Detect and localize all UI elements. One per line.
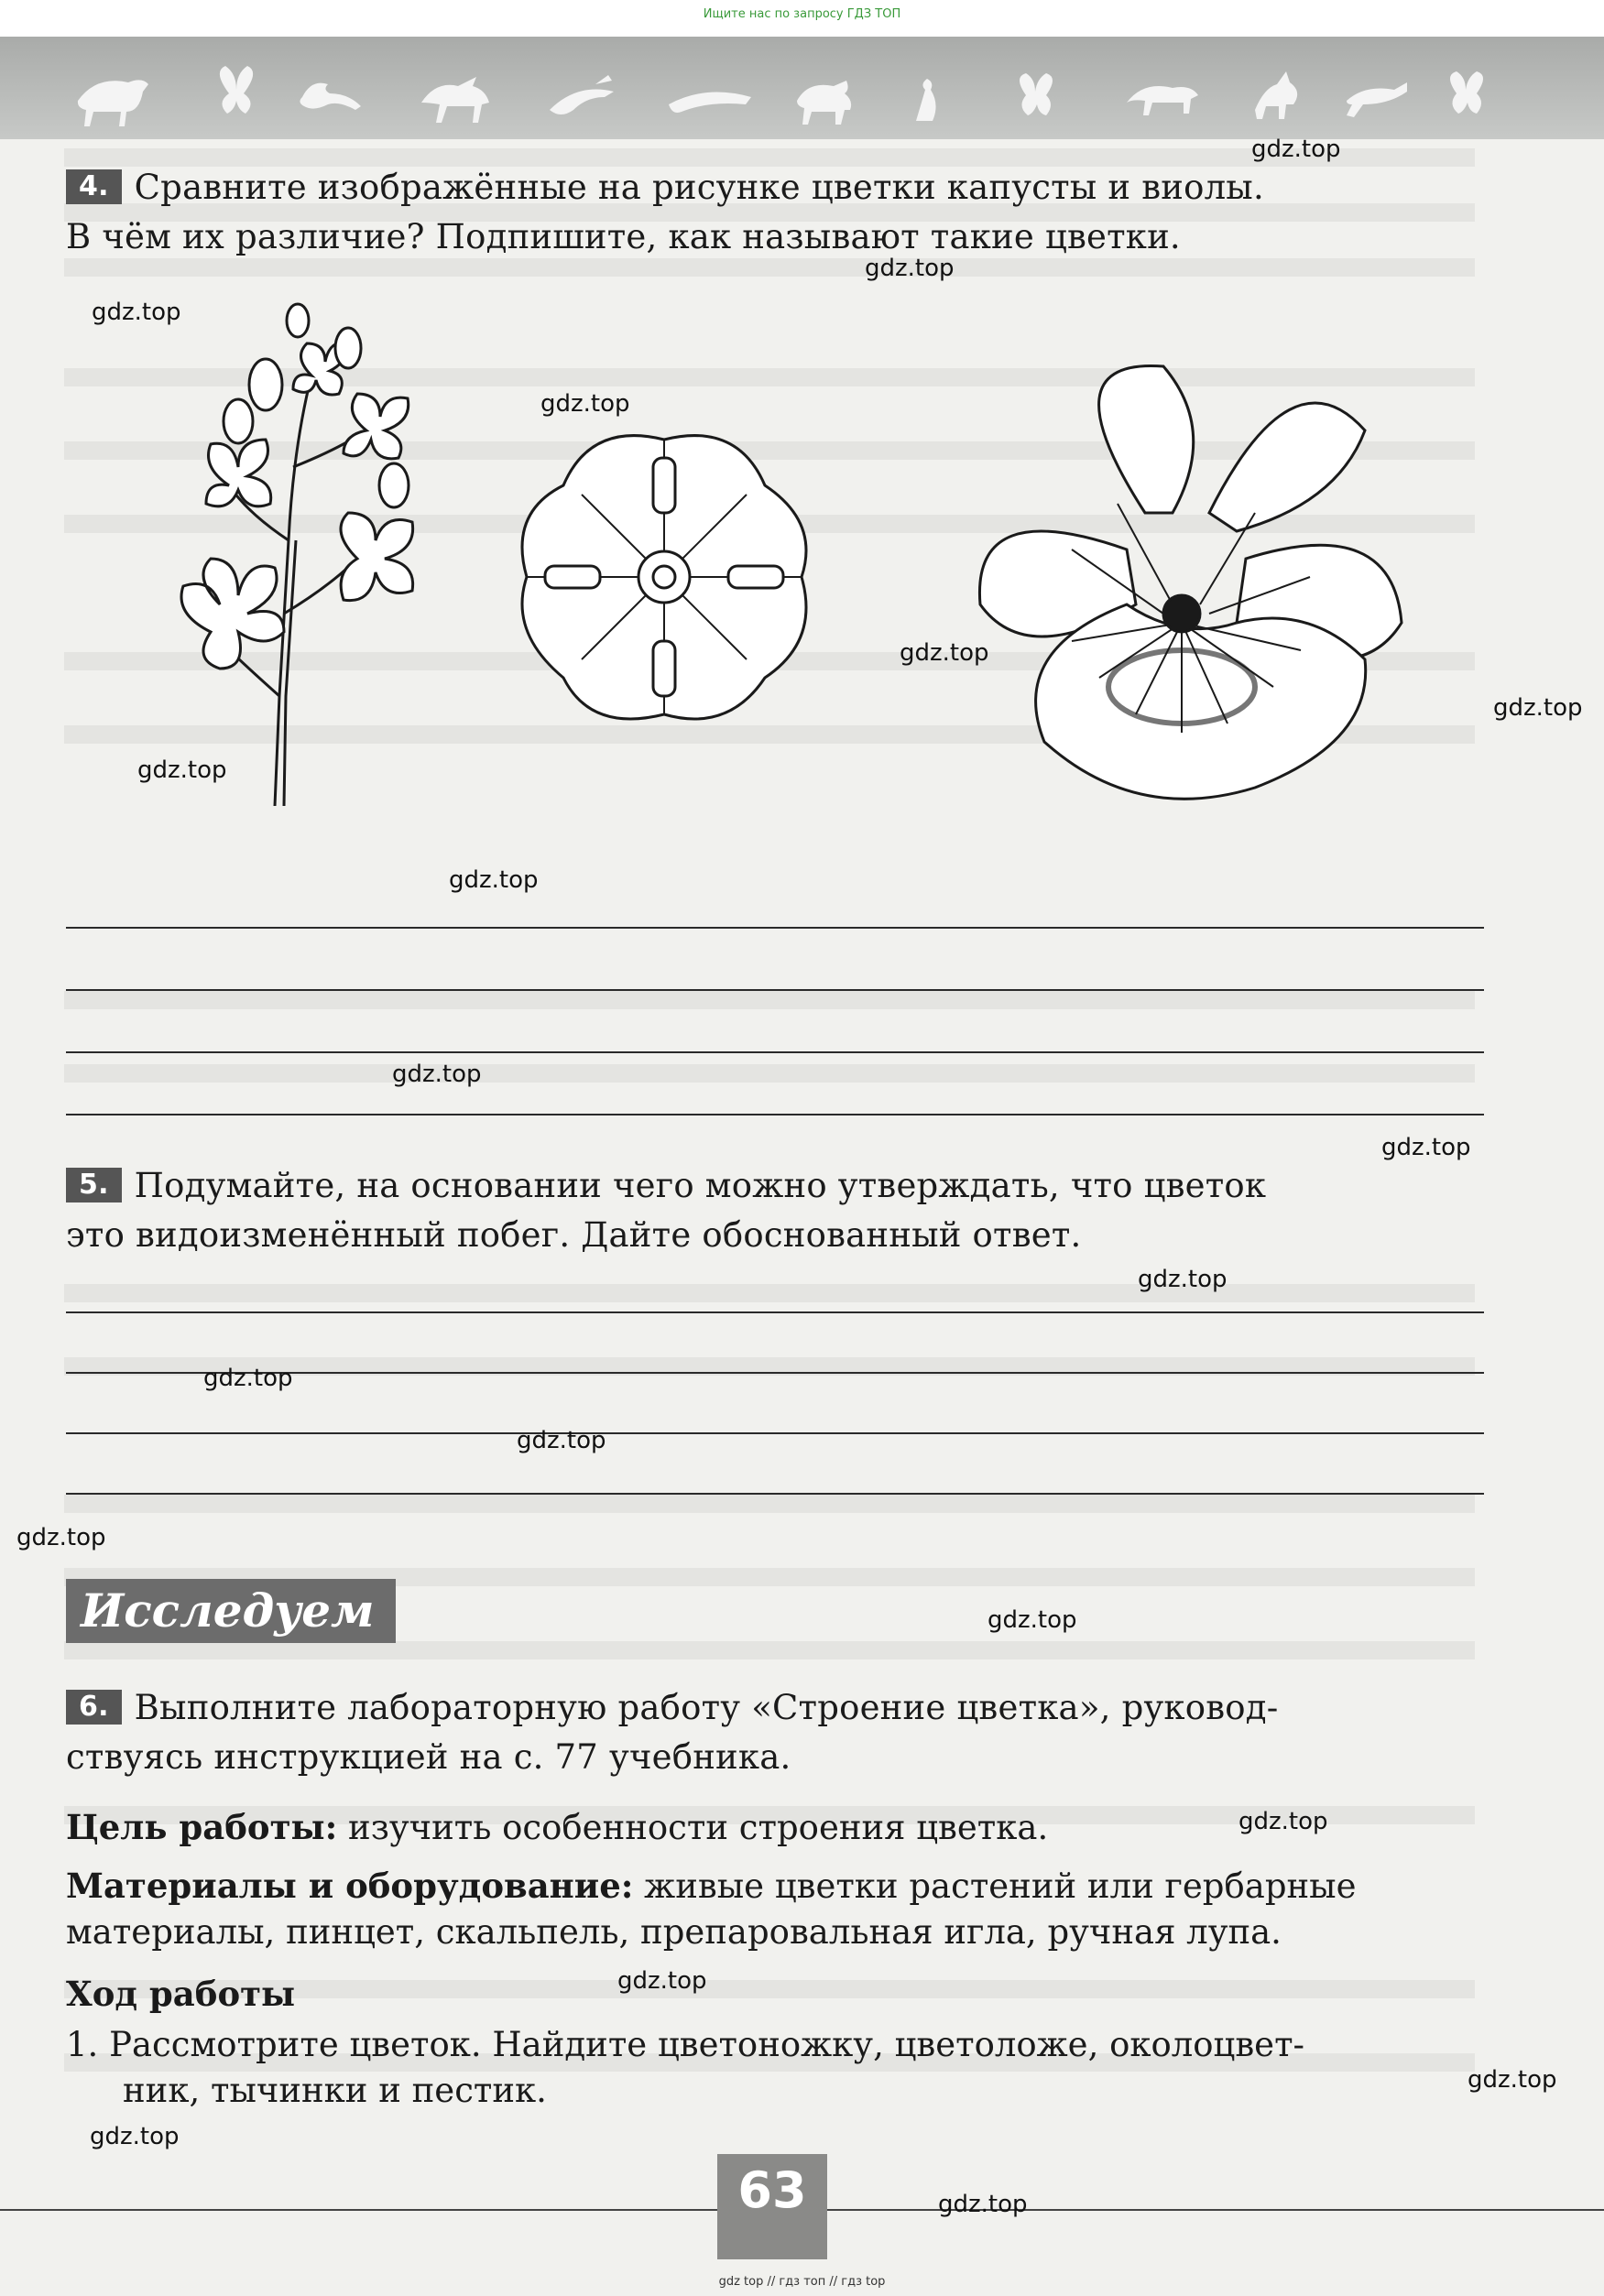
answer-line[interactable]: [66, 1493, 1484, 1495]
watermark: gdz.top: [92, 299, 181, 326]
task4-badge: 4.: [66, 169, 122, 204]
materials-label: Материалы и оборудование:: [66, 1866, 634, 1906]
goal-text: изучить особенности строения цветка.: [337, 1808, 1049, 1847]
watermark: gdz.top: [1381, 1134, 1471, 1161]
task6-badge: 6.: [66, 1690, 122, 1725]
answer-line[interactable]: [66, 1051, 1484, 1053]
procedure-title: Ход работы: [66, 1974, 296, 2014]
task4-line2: В чём их различие? Подпишите, как называют такие цветки.: [66, 217, 1181, 256]
banner-text: Ищите нас по запросу ГДЗ ТОП: [703, 7, 901, 21]
answer-line[interactable]: [66, 927, 1484, 929]
watermark: gdz.top: [517, 1427, 606, 1454]
task6-text: [66, 1683, 1495, 1782]
step1-line2: ник, тычинки и пестик.: [123, 2071, 547, 2110]
cabbage-single-flower-icon: [522, 436, 806, 719]
watermark: gdz.top: [203, 1365, 293, 1392]
task5-text: [66, 1161, 1495, 1260]
step1: [66, 2022, 1495, 2114]
step1-line1: Рассмотрите цветок. Найдите цветоножку, цветоложе, околоцвет-: [109, 2025, 1305, 2064]
cabbage-flower-icon: [181, 304, 413, 806]
answer-line[interactable]: [66, 989, 1484, 991]
watermark: gdz.top: [1238, 1808, 1328, 1835]
watermark: gdz.top: [1493, 694, 1583, 722]
task5-line2: это видоизменённый побег. Дайте обоснованный ответ.: [66, 1215, 1082, 1255]
answer-line[interactable]: [66, 1311, 1484, 1313]
materials-paragraph: [66, 1863, 1495, 1955]
goal-label: Цель работы:: [66, 1807, 338, 1847]
viola-flower-icon: [979, 365, 1402, 799]
page-number: 63: [737, 2161, 807, 2219]
task6-line2: ствуясь инструкцией на с. 77 учебника.: [66, 1737, 791, 1777]
watermark: gdz.top: [900, 639, 989, 667]
watermark: gdz.top: [987, 1606, 1077, 1634]
animal-silhouettes-icon: [0, 37, 1604, 139]
footer-credit: gdz top // гдз топ // гдз top: [718, 2275, 886, 2289]
watermark: gdz.top: [1468, 2066, 1557, 2094]
watermark: gdz.top: [938, 2191, 1028, 2218]
section-title: Исследуем: [81, 1583, 375, 1638]
top-banner: [0, 0, 1604, 37]
task5-line1: Подумайте, на основании чего можно утверждать, что цветок: [134, 1166, 1267, 1205]
materials-text1: живые цветки растений или гербарные: [633, 1866, 1357, 1906]
task6-line1: Выполните лабораторную работу «Строение цветка», руковод-: [134, 1688, 1279, 1727]
watermark: gdz.top: [865, 255, 955, 282]
materials-text2: материалы, пинцет, скальпель, препаровальная игла, ручная лупа.: [66, 1912, 1282, 1952]
answer-line[interactable]: [66, 1114, 1484, 1115]
watermark: gdz.top: [392, 1061, 482, 1088]
watermark: gdz.top: [449, 866, 539, 894]
task4-line1: Сравните изображённые на рисунке цветки капусты и виолы.: [134, 168, 1264, 207]
step1-number: 1.: [66, 2025, 99, 2064]
task5-badge: 5.: [66, 1168, 122, 1202]
animal-strip: [0, 37, 1604, 139]
watermark: gdz.top: [1251, 136, 1341, 163]
watermark: gdz.top: [90, 2123, 180, 2150]
watermark: gdz.top: [540, 390, 630, 418]
watermark: gdz.top: [1138, 1266, 1228, 1293]
flowers-figure: [128, 266, 1502, 815]
watermark: gdz.top: [16, 1524, 106, 1551]
watermark: gdz.top: [137, 756, 227, 784]
task4-text: [66, 163, 1495, 262]
watermark: gdz.top: [617, 1967, 707, 1995]
section-header: [66, 1579, 396, 1643]
answer-line[interactable]: [66, 1432, 1484, 1434]
